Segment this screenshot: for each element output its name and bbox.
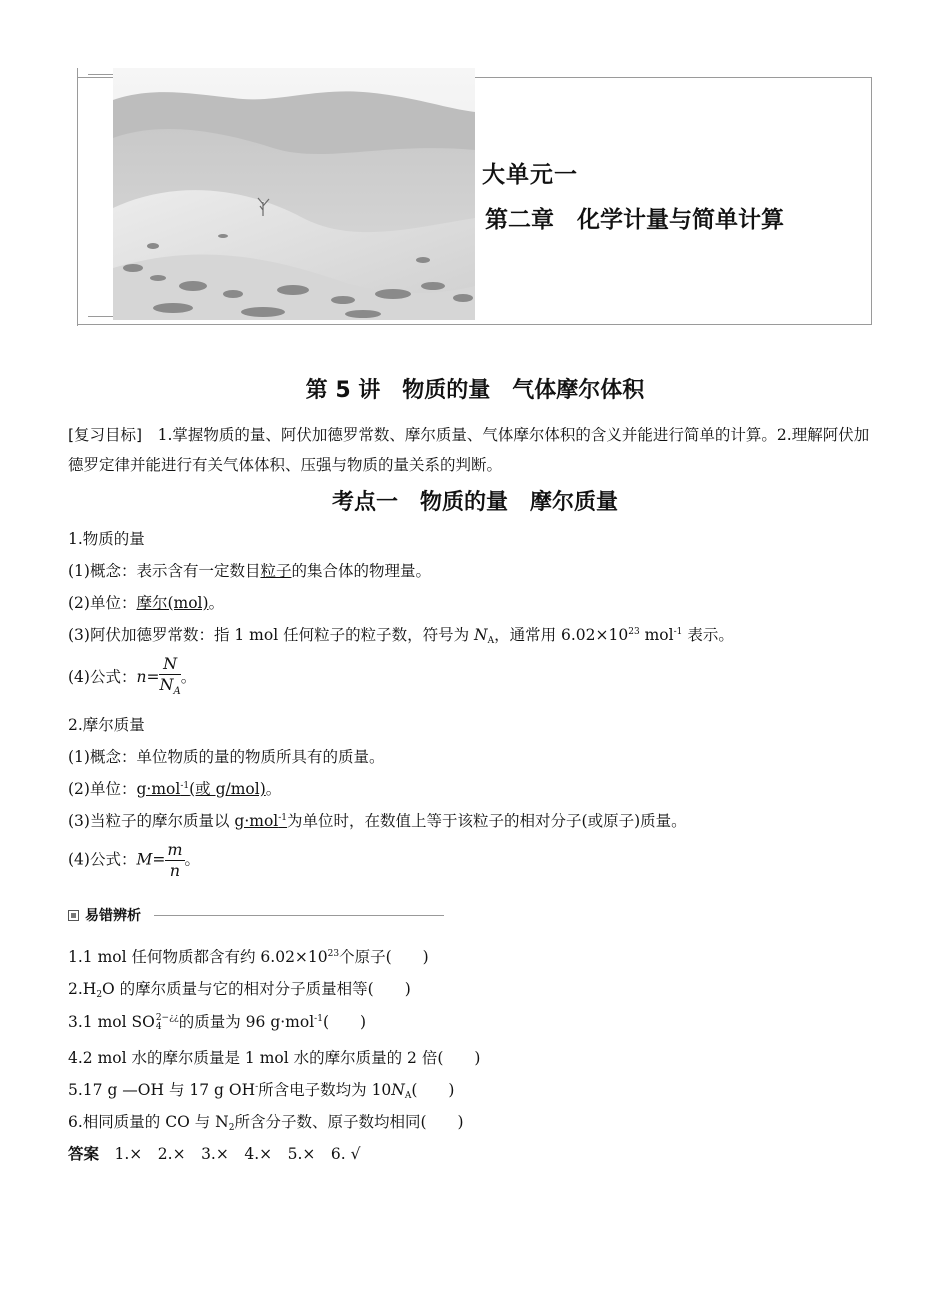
quiz-item: 5.17 g —OH 与 17 g OH-所含电子数均为 $10N_A$( )	[68, 1081, 455, 1101]
answer-blank: g·mol$^{-1}$(或 g/mol)	[136, 780, 266, 798]
quiz-item: 4.2 mol 水的摩尔质量是 1 mol 水的摩尔质量的 2 倍( )	[68, 1049, 481, 1067]
paragraph: (3)当粒子的摩尔质量以 g·mol$^{-1}$为单位时，在数值上等于该粒子的相对分子(或原子)质量。	[68, 812, 687, 830]
paragraph: (2)单位：摩尔(mol)。	[68, 594, 225, 612]
answer-blank: g·mol$^{-1}$	[234, 812, 288, 830]
answer-blank: 粒子	[260, 562, 292, 580]
section-heading: 2.摩尔质量	[68, 716, 145, 734]
heading-rule	[154, 915, 444, 916]
lecture-title: 第 5 讲 物质的量 气体摩尔体积	[305, 378, 645, 403]
fraction: $\frac{N}{N_A}$	[159, 654, 181, 697]
point-title: 考点一 物质的量 摩尔质量	[331, 490, 618, 515]
unit-title: 大单元一	[482, 162, 578, 188]
paragraph: (2)单位：g·mol$^{-1}$(或 g/mol)。	[68, 780, 282, 798]
banner-corner-tick	[88, 74, 114, 75]
paragraph: (1)概念：单位物质的量的物质所具有的质量。	[68, 748, 385, 766]
fraction: $\frac{m}{n}$	[167, 840, 183, 880]
chapter-title: 第二章 化学计量与简单计算	[485, 207, 784, 233]
banner-corner-line	[77, 68, 114, 326]
review-text: 1.掌握物质的量、阿伏加德罗常数、摩尔质量、气体摩尔体积的含义并能进行简单的计算。2.理解阿伏加德罗定律并能进行有关气体体积、压强与物质的量关系的判断。	[68, 426, 870, 474]
paragraph: (1)概念：表示含有一定数目粒子的集合体的物理量。	[68, 562, 431, 580]
desert-image	[113, 68, 475, 320]
quiz-item: 6.相同质量的 CO 与 $N_2$所含分子数、原子数均相同( )	[68, 1113, 464, 1133]
quiz-item: $2.H_2O$ 的摩尔质量与它的相对分子质量相等( )	[68, 980, 411, 1000]
section-heading: 1.物质的量	[68, 530, 145, 548]
review-objectives	[68, 420, 882, 480]
formula-line: (4)公式：M= $\frac{m}{n}$ 。	[68, 840, 201, 880]
paragraph: (3)阿伏加德罗常数：指 1 mol 任何粒子的粒子数，符号为 $N_A$，通常用 $6.02\times 10^{23}$ mol$^{-1}$ 表示。	[68, 626, 734, 646]
review-label: [复习目标]	[68, 426, 143, 444]
formula-line: (4)公式：n= $\frac{N}{N_A}$ 。	[68, 654, 196, 702]
answer-line: 答案 1.× 2.× 3.× 4.× 5.× 6. √	[68, 1145, 361, 1163]
quiz-item: 1.1 mol 任何物质都含有约 $6.02\times 10^{23}$个原子( )	[68, 948, 429, 966]
quiz-item: 3.1 mol SO 2−¿¿ 4 的质量为 96 g·mol$^{-1}$( )	[68, 1013, 367, 1032]
pitfall-heading: 易错辨析	[68, 905, 443, 925]
square-bullet-icon	[68, 910, 79, 921]
banner-corner-tick	[88, 316, 114, 317]
answer-blank: 摩尔(mol)	[136, 594, 209, 612]
